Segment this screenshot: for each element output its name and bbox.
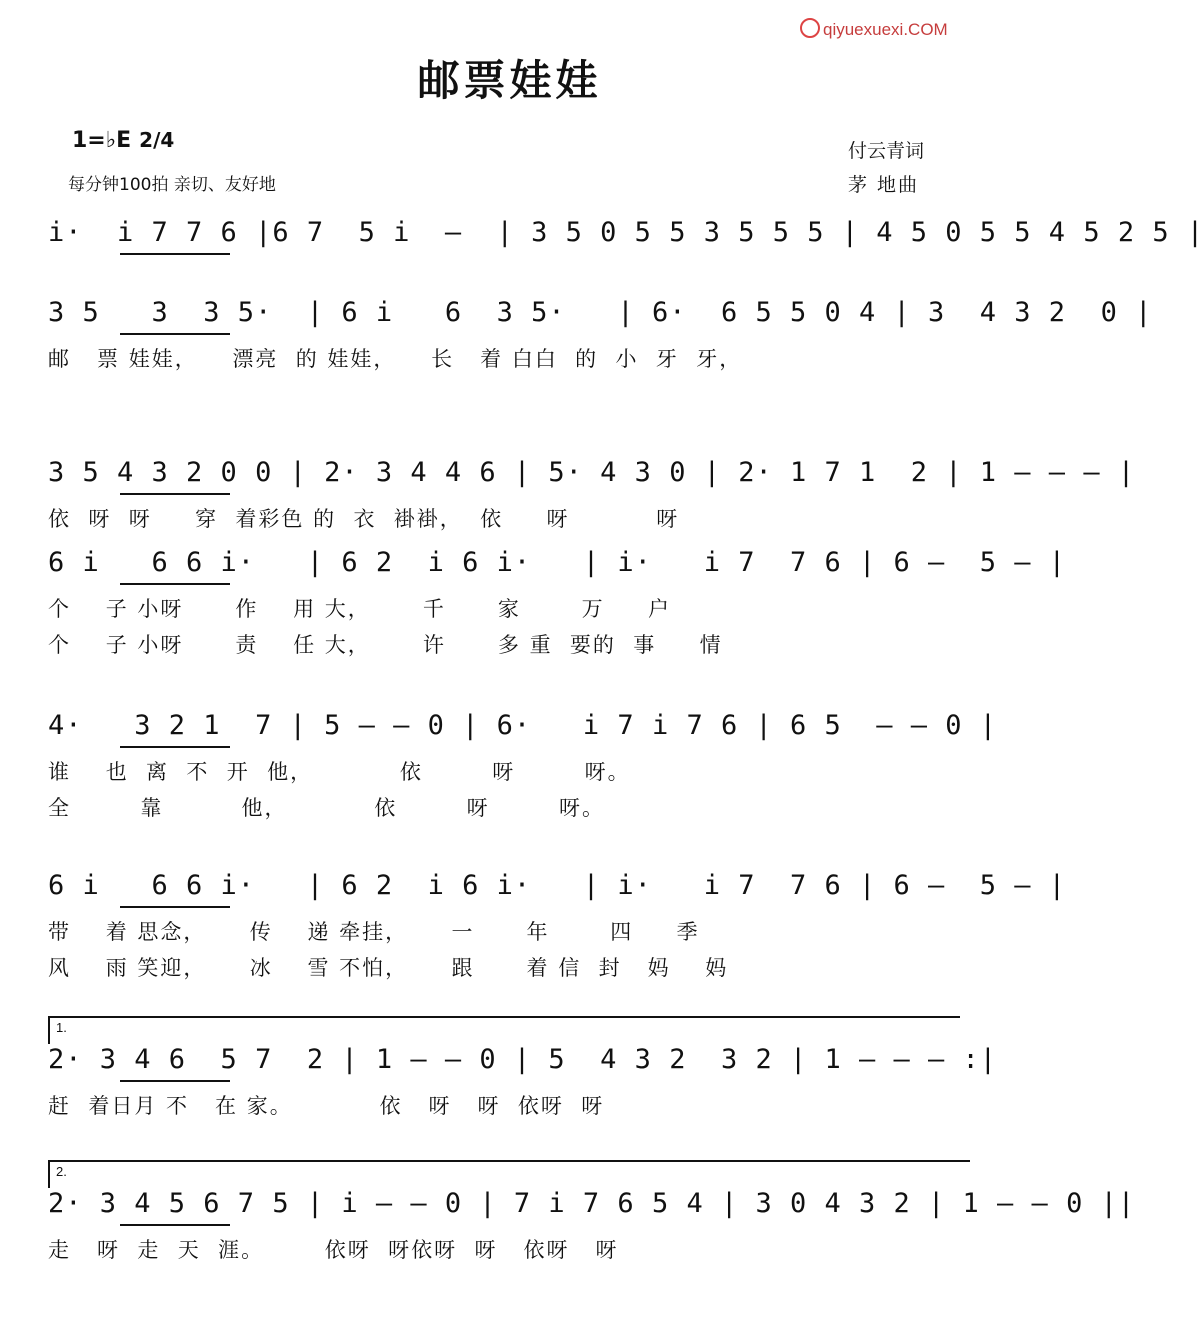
notation-line: 6 i 6 6 i· | 6 2 i 6 i· | i· i 7 7 6 | 6 – 5 – |	[48, 547, 1067, 578]
watermark-text: qiyuexuexi.COM	[823, 20, 948, 39]
notation-line: 4· 3 2 1 7 | 5 – – 0 | 6· i 7 i 7 6 | 6 5 – – 0 |	[48, 710, 998, 741]
lyric-line: 个 子 小呀 责 任 大， 许 多 重 要的 事 情	[48, 633, 723, 657]
tempo-marking: 每分钟100拍 亲切、友好地	[68, 175, 276, 195]
beam-line	[120, 583, 230, 585]
volta-bracket	[48, 1016, 960, 1044]
volta-label: 2.	[56, 1164, 67, 1179]
notation-line: 2· 3 4 5 6 7 5 | i – – 0 | 7 i 7 6 5 4 | 3 0 4 3 2 | 1 – – 0 ||	[48, 1188, 1136, 1219]
lyric-line: 赶 着日月 不 在 家。 依 呀 呀 依呀 呀	[48, 1094, 605, 1118]
notation-line: 3 5 4 3 2 0 0 | 2· 3 4 4 6 | 5· 4 3 0 | 2· 1 7 1 2 | 1 – – – |	[48, 457, 1136, 488]
lyric-line: 依 呀 呀 穿 着彩色 的 衣 褂褂， 依 呀 呀	[48, 507, 680, 531]
lyric-line: 谁 也 离 不 开 他， 依 呀 呀。	[48, 760, 631, 784]
song-title: 邮票娃娃	[417, 56, 602, 105]
notation-line: 6 i 6 6 i· | 6 2 i 6 i· | i· i 7 7 6 | 6 – 5 – |	[48, 870, 1067, 901]
volta-bracket	[48, 1160, 970, 1188]
lyric-line: 风 雨 笑迎， 冰 雪 不怕， 跟 着 信 封 妈 妈	[48, 956, 729, 980]
beam-line	[120, 493, 230, 495]
site-logo-icon	[800, 18, 820, 38]
beam-line	[120, 253, 230, 255]
notation-line: i· i 7 7 6 |6 7 5 i – | 3 5 0 5 5 3 5 5 5 | 4 5 0 5 5 4 5 2 5 |	[48, 217, 1204, 248]
lyric-line: 带 着 思念， 传 递 牵挂， 一 年 四 季	[48, 920, 700, 944]
notation-line: 3 5 3 3 5· | 6 i 6 3 5· | 6· 6 5 5 0 4 | 3 4 3 2 0 |	[48, 297, 1153, 328]
lyric-line: 个 子 小呀 作 用 大， 千 家 万 户	[48, 597, 672, 621]
composer-credit: 茅 地曲	[848, 174, 920, 196]
key-signature	[72, 128, 174, 153]
volta-label: 1.	[56, 1020, 67, 1035]
beam-line	[120, 333, 230, 335]
beam-line	[120, 1080, 230, 1082]
beam-line	[120, 746, 230, 748]
time-signature: 2/4	[139, 128, 175, 152]
watermark	[800, 18, 1000, 40]
notation-line: 2· 3 4 6 5 7 2 | 1 – – 0 | 5 4 3 2 3 2 | 1 – – – :|	[48, 1044, 998, 1075]
beam-line	[120, 1224, 230, 1226]
lyric-line: 走 呀 走 天 涯。 依呀 呀依呀 呀 依呀 呀	[48, 1238, 619, 1262]
beam-line	[120, 906, 230, 908]
lyricist-credit: 付云青词	[848, 140, 925, 162]
lyric-line: 全 靠 他， 依 呀 呀。	[48, 796, 606, 820]
key-text: 1=♭E	[72, 128, 132, 153]
lyric-line: 邮 票 娃娃， 漂亮 的 娃娃， 长 着 白白 的 小 牙 牙，	[48, 347, 743, 371]
